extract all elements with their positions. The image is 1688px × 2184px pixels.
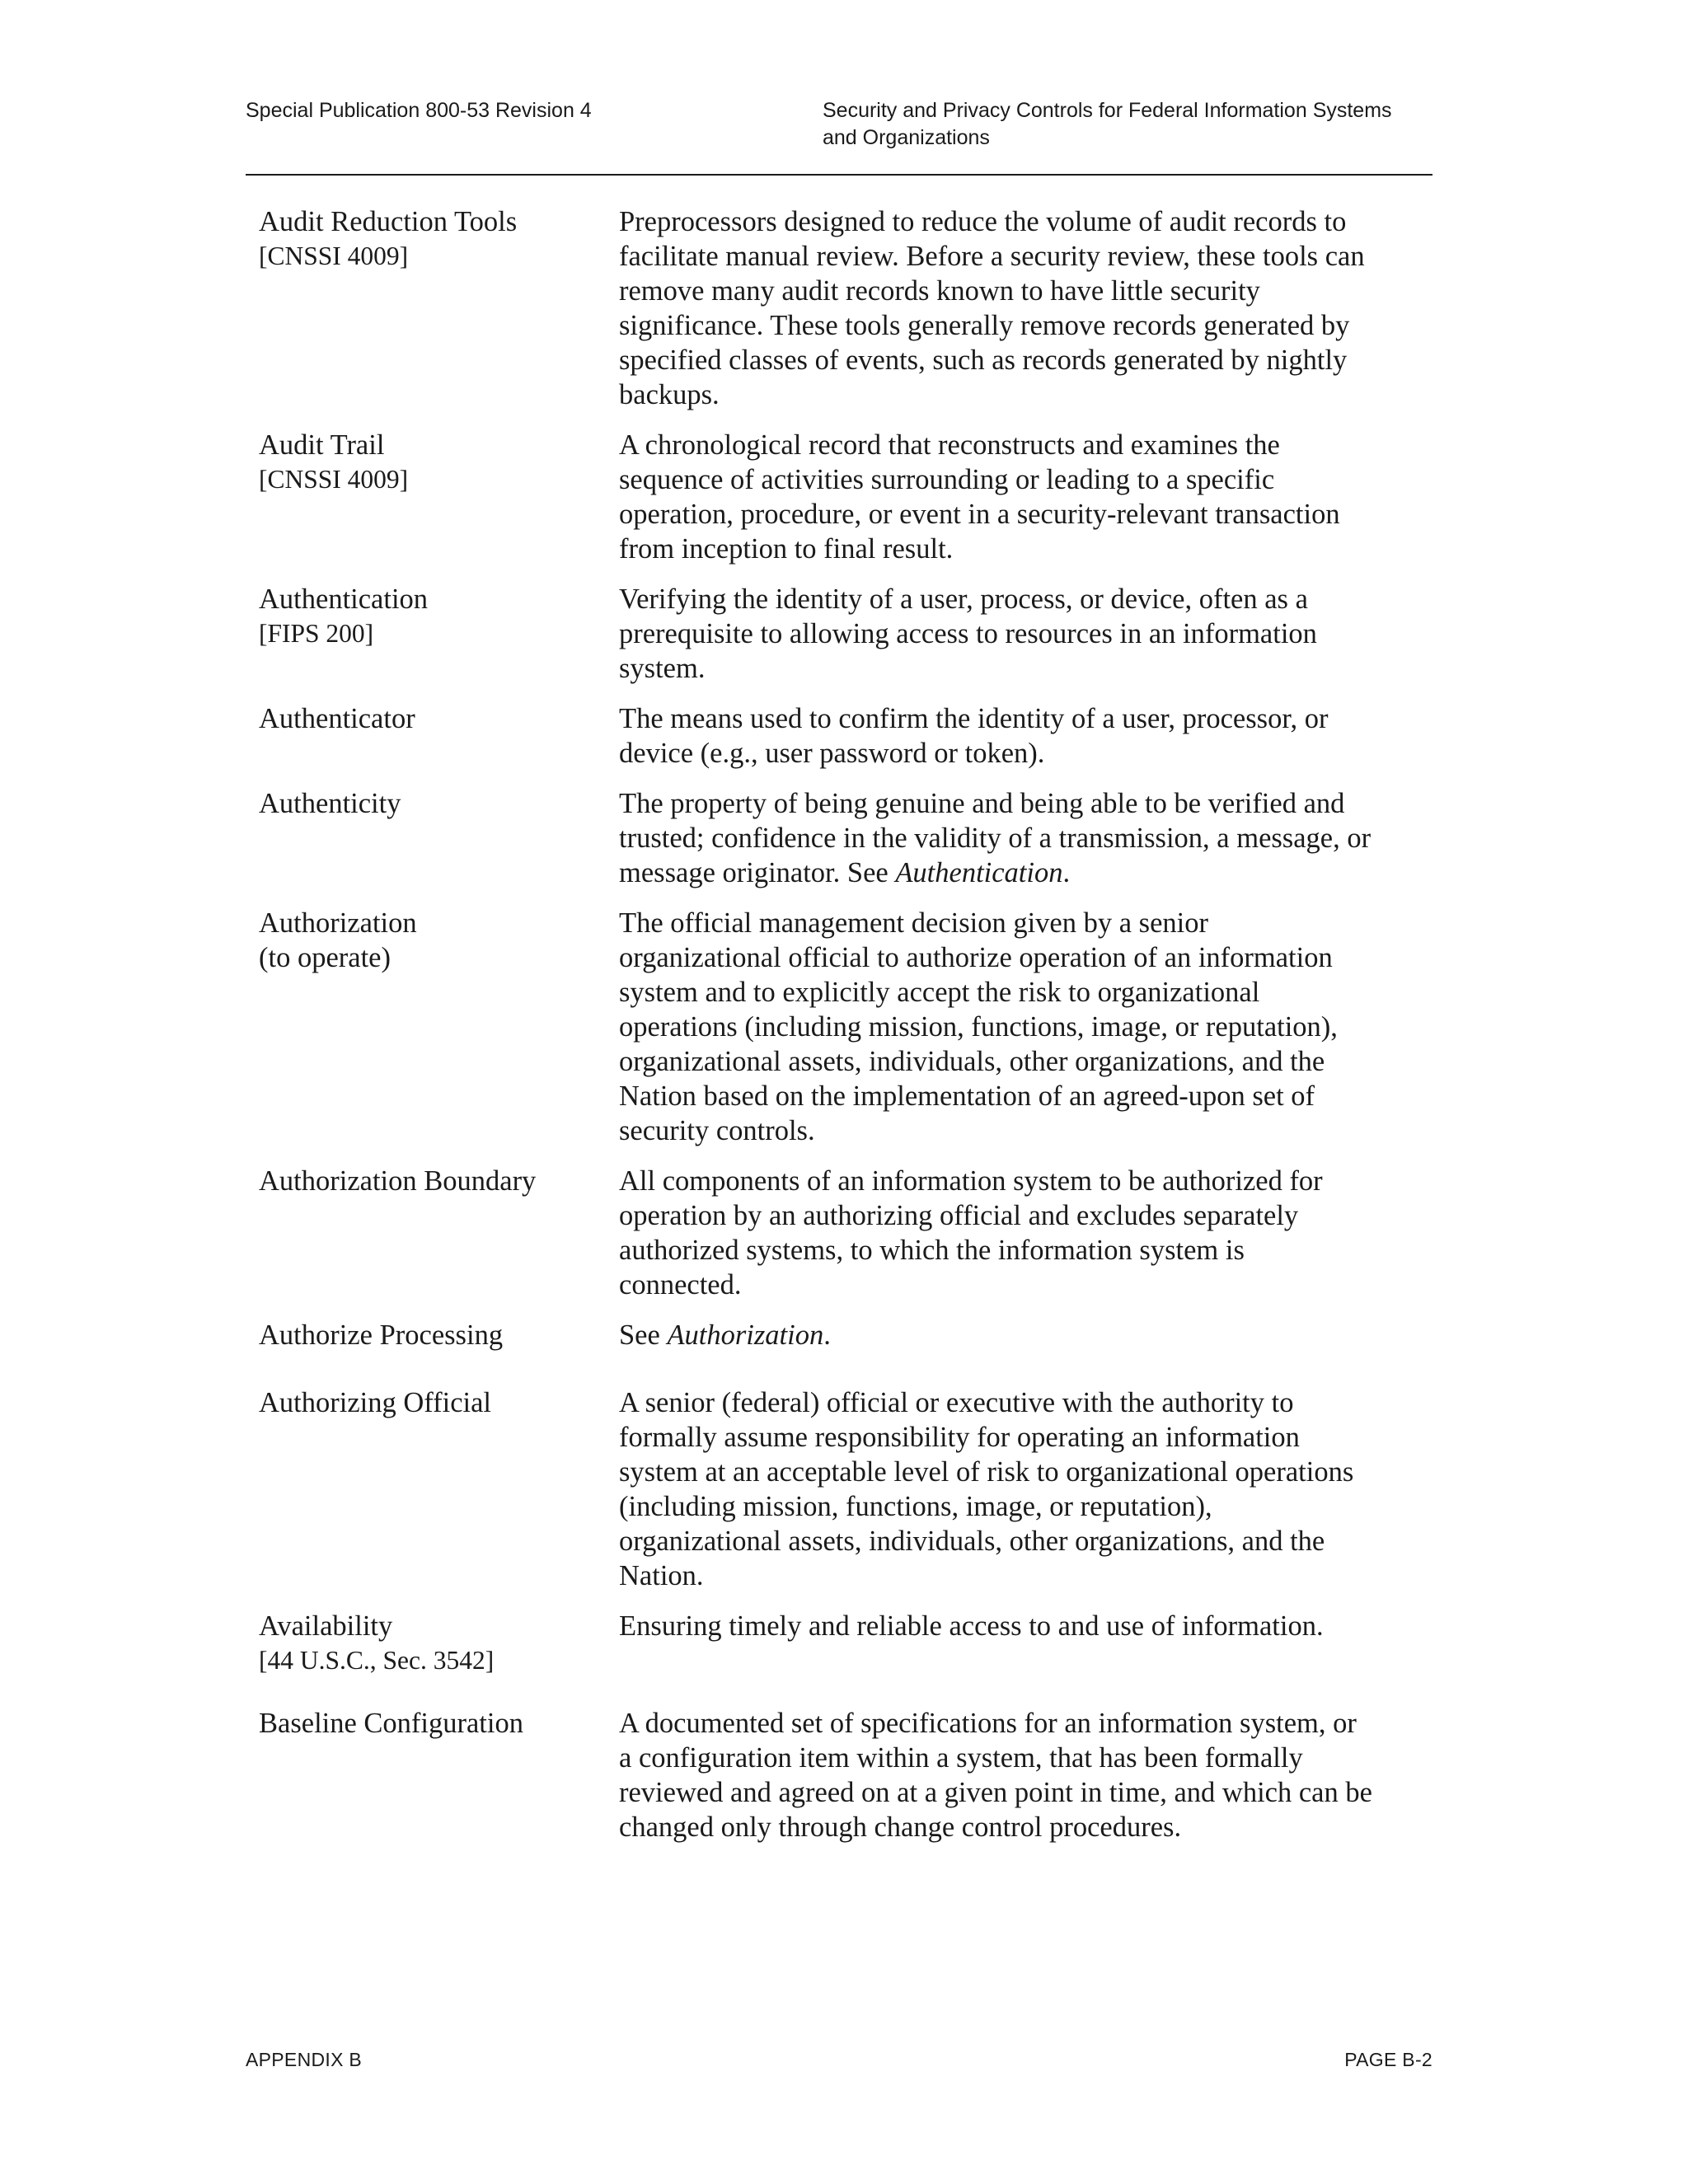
publication-title: Special Publication 800-53 Revision 4 [246, 99, 592, 122]
glossary-entry-audit-reduction-tools [259, 204, 1432, 412]
term-definition: Verifying the identity of a user, process, or device, often as a prerequisite to allowing access to resources in an information system. [619, 583, 1317, 684]
term-cell [259, 204, 619, 412]
glossary-entry-authorize-processing [259, 1318, 1432, 1352]
definition-punctuation: . [823, 1319, 831, 1351]
document-title [823, 97, 1432, 152]
term-source: [CNSSI 4009] [259, 465, 409, 494]
term-name: Baseline Configuration [259, 1708, 523, 1739]
term-cell [259, 1318, 619, 1352]
cross-reference-link: Authentication [895, 857, 1063, 888]
term-source: [CNSSI 4009] [259, 241, 409, 270]
term-qualifier: (to operate) [259, 942, 391, 973]
glossary-entry-authorizing-official [259, 1385, 1432, 1593]
term-definition: The means used to confirm the identity of a user, processor, or device (e.g., user password or token). [619, 703, 1329, 769]
term-definition: Ensuring timely and reliable access to and use of information. [619, 1610, 1324, 1642]
glossary-list [259, 204, 1432, 1860]
term-definition: A senior (federal) official or executive with the authority to formally assume responsibility for operating an information system at an acceptable level of risk to organizational operations (including mission, functions, image, or reputation), organizational assets, individuals, other organizations, and the Nation. [619, 1387, 1354, 1591]
glossary-entry-audit-trail [259, 428, 1432, 566]
term-cell [259, 1164, 619, 1302]
term-definition [619, 786, 1432, 890]
term-name: Authentication [259, 583, 429, 615]
glossary-entry-availability [259, 1609, 1432, 1678]
term-name: Authenticator [259, 703, 415, 734]
page-number: PAGE B-2 [1344, 2049, 1432, 2070]
term-definition: Preprocessors designed to reduce the volume of audit records to facilitate manual review. Before a security review, these tools can remove many audit records known to have little security significance. These tools generally remove records generated by specified classes of events, such as records generated by nightly backups. [619, 206, 1365, 410]
term-source: [FIPS 200] [259, 619, 374, 648]
glossary-entry-baseline-configuration [259, 1706, 1432, 1844]
term-cell [259, 428, 619, 566]
definition-text: See [619, 1319, 668, 1351]
cross-reference-link: Authorization [667, 1319, 824, 1351]
term-definition: A chronological record that reconstructs and examines the sequence of activities surrounding or leading to a specific operation, procedure, or event in a security-relevant transaction from inception to final result. [619, 429, 1340, 565]
term-name: Authorization [259, 907, 417, 939]
term-cell [259, 701, 619, 771]
glossary-entry-authorization [259, 906, 1432, 1148]
term-name: Audit Trail [259, 429, 385, 461]
document-title-line-1: Security and Privacy Controls for Federal Information Systems [823, 99, 1392, 122]
glossary-entry-authorization-boundary [259, 1164, 1432, 1302]
term-name: Authenticity [259, 788, 401, 819]
appendix-label: APPENDIX B [246, 2049, 363, 2070]
header-divider [246, 174, 1432, 176]
document-title-line-2: and Organizations [823, 126, 990, 149]
term-cell [259, 1706, 619, 1844]
term-cell [259, 1385, 619, 1593]
term-cell [259, 786, 619, 890]
glossary-entry-authentication [259, 582, 1432, 686]
definition-punctuation: . [1062, 857, 1071, 888]
term-definition [619, 1318, 1432, 1352]
glossary-entry-authenticity [259, 786, 1432, 890]
term-definition: All components of an information system to be authorized for operation by an authorizing official and excludes separately authorized systems, to which the information system is connected. [619, 1165, 1323, 1301]
term-cell [259, 1609, 619, 1678]
term-cell [259, 906, 619, 1148]
term-name: Audit Reduction Tools [259, 206, 518, 237]
term-cell [259, 582, 619, 686]
glossary-entry-authenticator [259, 701, 1432, 771]
term-name: Authorizing Official [259, 1387, 491, 1418]
term-definition: The official management decision given by a senior organizational official to authorize operation of an information system and to explicitly accept the risk to organizational operations (including mission, functions, image, or reputation), organizational assets, individuals, other organizations, and the Nation based on the implementation of an agreed-upon set of security controls. [619, 907, 1338, 1146]
term-name: Availability [259, 1610, 393, 1642]
definition-text: The property of being genuine and being able to be verified and trusted; confidence in the validity of a transmission, a message, or message originator. See [619, 788, 1372, 888]
term-source: [44 U.S.C., Sec. 3542] [259, 1646, 495, 1675]
term-name: Authorize Processing [259, 1319, 504, 1351]
term-definition: A documented set of specifications for an information system, or a configuration item within a system, that has been formally reviewed and agreed on at a given point in time, and which can be changed only through change control procedures. [619, 1708, 1372, 1843]
term-name: Authorization Boundary [259, 1165, 537, 1197]
